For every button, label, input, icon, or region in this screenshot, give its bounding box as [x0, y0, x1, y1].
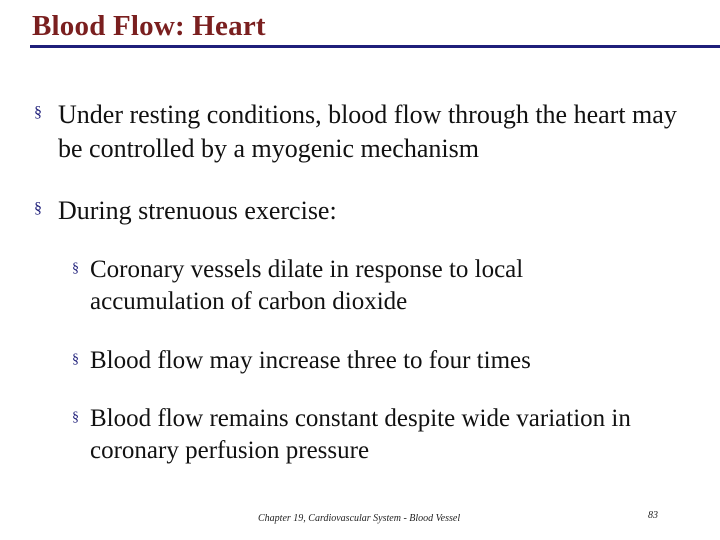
sub-bullet-2-text: Blood flow may increase three to four times [90, 347, 531, 374]
sub-bullet-marker-icon: § [72, 410, 79, 425]
slide-title: Blood Flow: Heart [32, 10, 266, 42]
bullet-marker-icon: § [34, 200, 42, 217]
bullet-marker-icon: § [34, 104, 42, 121]
title-divider [30, 45, 720, 48]
sub-bullet-3 [72, 403, 702, 467]
sub-bullet-3-text: Blood flow remains constant despite wide variation in coronary perfusion pressure [90, 405, 631, 464]
slide-footer: Chapter 19, Cardiovascular System - Blood Vessel [258, 513, 461, 524]
sub-bullet-marker-icon: § [72, 261, 79, 276]
page-number: 83 [648, 510, 658, 521]
bullet-1-text: Under resting conditions, blood flow through the heart may be controlled by a myogenic mechanism [58, 100, 677, 163]
bullet-2 [34, 194, 694, 228]
bullet-1 [34, 98, 694, 166]
sub-bullet-2 [72, 345, 692, 377]
sub-bullet-1-text: Coronary vessels dilate in response to local accumulation of carbon dioxide [90, 256, 524, 315]
bullet-2-text: During strenuous exercise: [58, 196, 337, 225]
sub-bullet-1 [72, 254, 612, 318]
sub-bullet-marker-icon: § [72, 352, 79, 367]
